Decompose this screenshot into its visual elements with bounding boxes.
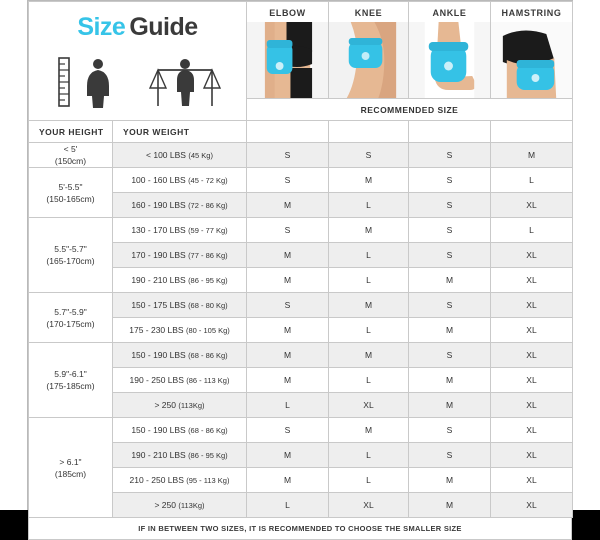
- weight-scale-icon: [138, 56, 233, 108]
- elbow-wrap-photo: [247, 22, 328, 98]
- ankle-wrap-photo: [409, 22, 490, 98]
- height-cell: [29, 168, 113, 218]
- height-cell: [29, 218, 113, 293]
- title-rest: Guide: [129, 12, 198, 41]
- weight-lbs: 190 - 250 LBS: [129, 375, 184, 385]
- footer-note: IF IN BETWEEN TWO SIZES, IT IS RECOMMENDED TO CHOOSE THE SMALLER SIZE: [28, 518, 572, 540]
- size-cell-elbow: L: [247, 493, 329, 518]
- weight-kg: (68 - 86 Kg): [188, 351, 228, 360]
- size-cell-hamstring: XL: [491, 193, 573, 218]
- size-cell-elbow: S: [247, 293, 329, 318]
- size-cell-elbow: M: [247, 193, 329, 218]
- height-value: < 5': [63, 144, 78, 154]
- weight-cell: [113, 393, 247, 418]
- size-cell-knee: L: [329, 243, 409, 268]
- weight-lbs: > 250: [154, 400, 176, 410]
- weight-kg: (68 - 80 Kg): [188, 301, 228, 310]
- size-cell-ankle: S: [409, 193, 491, 218]
- size-cell-hamstring: XL: [491, 368, 573, 393]
- size-cell-hamstring: XL: [491, 243, 573, 268]
- table-row: [29, 218, 573, 243]
- weight-cell: [113, 468, 247, 493]
- weight-kg: (45 - 72 Kg): [188, 176, 228, 185]
- size-cell-hamstring: XL: [491, 443, 573, 468]
- recommended-size-header: RECOMMENDED SIZE: [247, 99, 573, 121]
- height-sub: (175-185cm): [46, 381, 95, 391]
- size-cell-elbow: S: [247, 143, 329, 168]
- measurement-icons: [29, 56, 246, 118]
- weight-cell: [113, 193, 247, 218]
- size-guide-frame: [27, 0, 573, 533]
- weight-cell: [113, 368, 247, 393]
- weight-lbs: 100 - 160 LBS: [131, 175, 186, 185]
- product-header-knee: [329, 2, 409, 99]
- your-weight-header: YOUR WEIGHT: [113, 121, 247, 143]
- size-cell-hamstring: XL: [491, 293, 573, 318]
- weight-kg: (86 - 95 Kg): [188, 276, 228, 285]
- size-cell-knee: M: [329, 168, 409, 193]
- height-cell: [29, 418, 113, 518]
- weight-kg: (45 Kg): [188, 151, 213, 160]
- weight-cell: [113, 318, 247, 343]
- weight-cell: [113, 443, 247, 468]
- height-value: 5'-5.5": [58, 181, 83, 192]
- hamstring-wrap-photo: [491, 22, 572, 98]
- size-cell-ankle: M: [409, 318, 491, 343]
- product-label: ELBOW: [247, 2, 328, 22]
- weight-lbs: 160 - 190 LBS: [131, 200, 186, 210]
- size-cell-knee: L: [329, 443, 409, 468]
- weight-cell: [113, 218, 247, 243]
- size-cell-ankle: S: [409, 293, 491, 318]
- height-value: 5.9"-6.1": [54, 369, 87, 379]
- weight-lbs: > 250: [154, 500, 176, 510]
- size-cell-ankle: M: [409, 368, 491, 393]
- height-sub: (170-175cm): [46, 318, 95, 329]
- weight-kg: (59 - 77 Kg): [188, 226, 228, 235]
- weight-cell: [113, 343, 247, 368]
- size-cell-knee: M: [329, 218, 409, 243]
- size-cell-knee: XL: [329, 493, 409, 518]
- size-cell-elbow: M: [247, 243, 329, 268]
- weight-kg: (113Kg): [178, 401, 205, 410]
- size-cell-knee: L: [329, 268, 409, 293]
- size-cell-knee: M: [329, 418, 409, 443]
- weight-kg: (68 - 86 Kg): [188, 426, 228, 435]
- weight-cell: [113, 493, 247, 518]
- size-cell-ankle: M: [409, 268, 491, 293]
- size-cell-hamstring: XL: [491, 468, 573, 493]
- weight-lbs: 130 - 170 LBS: [131, 225, 186, 235]
- size-cell-hamstring: L: [491, 218, 573, 243]
- size-cell-knee: L: [329, 318, 409, 343]
- weight-kg: (95 - 113 Kg): [186, 476, 230, 485]
- size-cell-elbow: M: [247, 343, 329, 368]
- height-value: 5.7"-5.9": [54, 306, 87, 317]
- weight-kg: (86 - 95 Kg): [188, 451, 228, 460]
- size-cell-hamstring: M: [491, 143, 573, 168]
- spacer-cell-3: [409, 121, 491, 143]
- height-sub: (185cm): [54, 468, 87, 479]
- height-sub: (150-165cm): [46, 193, 95, 204]
- weight-lbs: 150 - 190 LBS: [131, 425, 186, 435]
- spacer-cell-4: [491, 121, 573, 143]
- size-cell-elbow: M: [247, 468, 329, 493]
- product-label: ANKLE: [409, 2, 490, 22]
- size-cell-ankle: M: [409, 493, 491, 518]
- spacer-cell-1: [247, 121, 329, 143]
- size-guide-table: [28, 1, 573, 518]
- weight-lbs: 190 - 210 LBS: [131, 450, 186, 460]
- weight-lbs: 150 - 190 LBS: [131, 350, 186, 360]
- height-value: > 6.1": [59, 456, 82, 467]
- your-height-header: YOUR HEIGHT: [29, 121, 113, 143]
- product-label: KNEE: [329, 2, 408, 22]
- weight-lbs: 190 - 210 LBS: [131, 275, 186, 285]
- weight-cell: [113, 168, 247, 193]
- size-cell-ankle: S: [409, 218, 491, 243]
- product-label: HAMSTRING: [491, 2, 572, 22]
- size-cell-hamstring: XL: [491, 418, 573, 443]
- weight-lbs: 175 - 230 LBS: [129, 325, 184, 335]
- size-cell-ankle: S: [409, 418, 491, 443]
- height-sub: (165-170cm): [46, 256, 95, 266]
- table-row: [29, 418, 573, 443]
- weight-kg: (80 - 105 Kg): [185, 326, 230, 335]
- page-title: [29, 13, 246, 42]
- table-row: [29, 168, 573, 193]
- size-cell-knee: L: [329, 368, 409, 393]
- size-cell-hamstring: XL: [491, 268, 573, 293]
- size-cell-knee: XL: [329, 393, 409, 418]
- height-ruler-icon: [43, 56, 138, 108]
- size-cell-elbow: S: [247, 218, 329, 243]
- size-cell-elbow: L: [247, 393, 329, 418]
- height-sub: (150cm): [54, 156, 87, 166]
- product-header-hamstring: [491, 2, 573, 99]
- size-cell-hamstring: XL: [491, 318, 573, 343]
- weight-kg: (113Kg): [178, 501, 205, 510]
- size-cell-elbow: M: [247, 443, 329, 468]
- height-cell: [29, 143, 113, 168]
- knee-wrap-photo: [329, 22, 408, 98]
- size-cell-elbow: M: [247, 318, 329, 343]
- title-accent: Size: [77, 12, 126, 41]
- size-cell-elbow: S: [247, 418, 329, 443]
- size-cell-elbow: S: [247, 168, 329, 193]
- weight-lbs: 170 - 190 LBS: [131, 250, 186, 260]
- table-row: [29, 343, 573, 368]
- brand-block: [29, 2, 247, 121]
- weight-cell: [113, 418, 247, 443]
- weight-kg: (86 - 113 Kg): [186, 376, 230, 385]
- size-cell-knee: M: [329, 343, 409, 368]
- weight-cell: [113, 268, 247, 293]
- size-cell-ankle: S: [409, 343, 491, 368]
- size-cell-knee: L: [329, 193, 409, 218]
- size-cell-knee: L: [329, 468, 409, 493]
- column-header-row: [29, 121, 573, 143]
- size-cell-hamstring: XL: [491, 393, 573, 418]
- size-cell-hamstring: XL: [491, 343, 573, 368]
- size-cell-ankle: M: [409, 468, 491, 493]
- size-cell-hamstring: XL: [491, 493, 573, 518]
- product-header-elbow: [247, 2, 329, 99]
- size-cell-hamstring: L: [491, 168, 573, 193]
- size-cell-ankle: S: [409, 243, 491, 268]
- weight-lbs: < 100 LBS: [146, 150, 186, 160]
- weight-kg: (77 - 86 Kg): [188, 251, 228, 260]
- weight-cell: [113, 293, 247, 318]
- product-header-ankle: [409, 2, 491, 99]
- size-cell-knee: M: [329, 293, 409, 318]
- weight-cell: [113, 243, 247, 268]
- size-cell-ankle: M: [409, 393, 491, 418]
- table-row: [29, 143, 573, 168]
- height-cell: [29, 293, 113, 343]
- table-row: [29, 293, 573, 318]
- size-cell-ankle: S: [409, 143, 491, 168]
- size-cell-ankle: S: [409, 443, 491, 468]
- size-cell-elbow: M: [247, 368, 329, 393]
- height-value: 5.5"-5.7": [54, 244, 87, 254]
- size-cell-elbow: M: [247, 268, 329, 293]
- weight-kg: (72 - 86 Kg): [188, 201, 228, 210]
- size-cell-ankle: S: [409, 168, 491, 193]
- weight-lbs: 210 - 250 LBS: [129, 475, 184, 485]
- height-cell: [29, 343, 113, 418]
- size-cell-knee: S: [329, 143, 409, 168]
- weight-cell: [113, 143, 247, 168]
- weight-lbs: 150 - 175 LBS: [131, 300, 186, 310]
- spacer-cell-2: [329, 121, 409, 143]
- header-row: [29, 2, 573, 99]
